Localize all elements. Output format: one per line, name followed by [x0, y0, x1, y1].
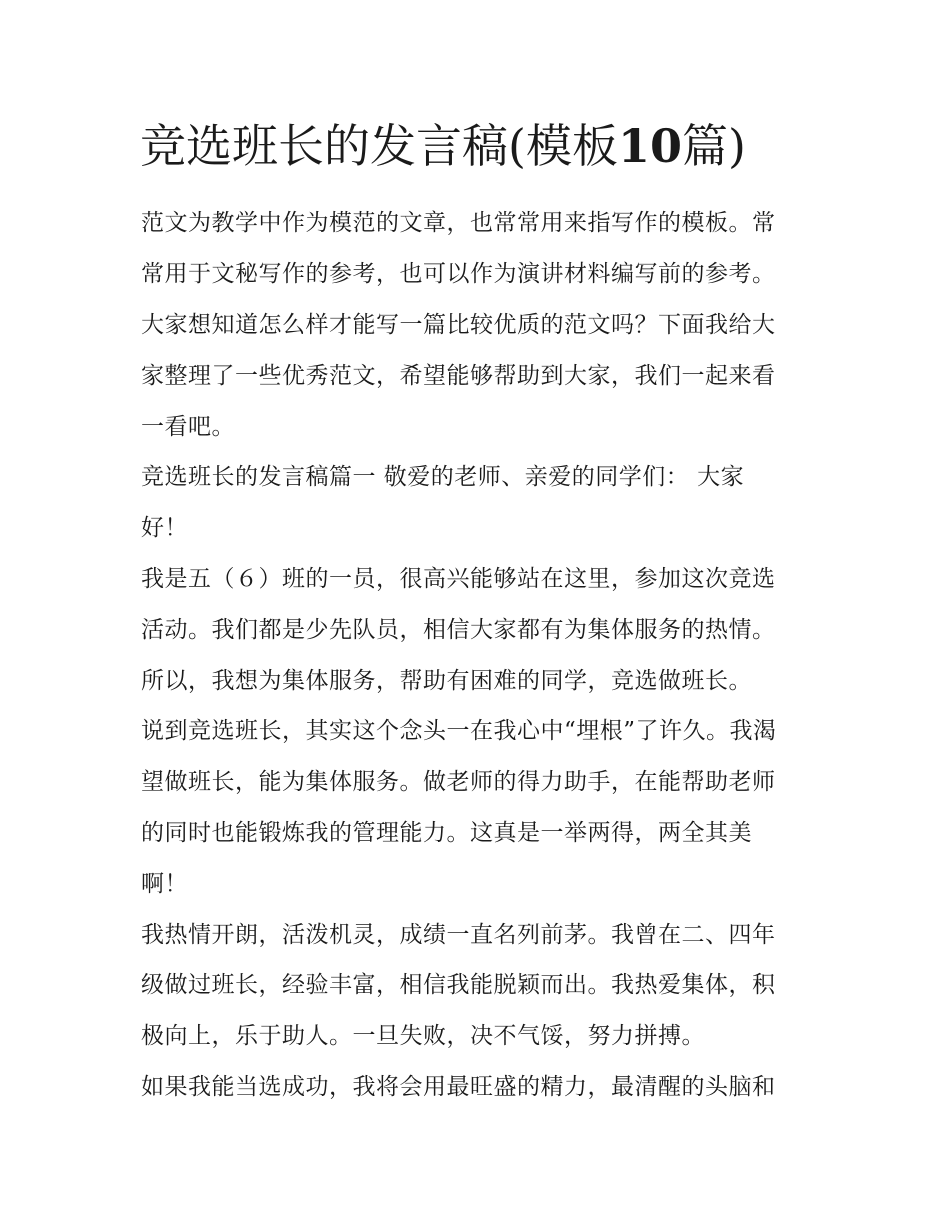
text-line-5: 一看吧。	[141, 414, 235, 440]
text-line-2: 常用于文秘写作的参考，也可以作为演讲材料编写前的参考。	[141, 261, 776, 287]
title-end: 篇)	[681, 119, 746, 173]
text-line-10: 所以，我想为集体服务，帮助有困难的同学，竞选做班长。	[141, 668, 752, 694]
title-main: 竞选班长的发言稿(模板	[140, 119, 618, 173]
text-line-6: 竞选班长的发言稿篇一 敬爱的老师、亲爱的同学们： 大家	[141, 464, 745, 490]
text-line-17: 极向上，乐于助人。一旦失败，决不气馁，努力拼搏。	[141, 1023, 705, 1049]
text-line-7: 好！	[141, 515, 188, 541]
text-line-1: 范文为教学中作为模范的文章，也常常用来指写作的模板。常	[141, 210, 776, 236]
title-number: 10	[617, 119, 682, 173]
text-line-14: 啊！	[141, 871, 188, 897]
text-line-8: 我是五（６）班的一员，很高兴能够站在这里，参加这次竞选	[141, 566, 776, 592]
text-line-18: 如果我能当选成功，我将会用最旺盛的精力，最清醒的头脑和	[141, 1074, 776, 1100]
text-line-13: 的同时也能锻炼我的管理能力。这真是一举两得，两全其美	[141, 820, 752, 846]
text-line-4: 家整理了一些优秀范文，希望能够帮助到大家，我们一起来看	[141, 363, 776, 389]
document-title	[140, 114, 746, 178]
text-line-9: 活动。我们都是少先队员，相信大家都有为集体服务的热情。	[141, 617, 776, 643]
text-line-11: 说到竞选班长，其实这个念头一在我心中“埋根”了许久。我渴	[141, 718, 777, 744]
text-line-15: 我热情开朗，活泼机灵，成绩一直名列前茅。我曾在二、四年	[141, 922, 776, 948]
text-line-16: 级做过班长，经验丰富，相信我能脱颖而出。我热爱集体，积	[141, 972, 776, 998]
text-line-12: 望做班长，能为集体服务。做老师的得力助手，在能帮助老师	[141, 769, 776, 795]
text-line-3: 大家想知道怎么样才能写一篇比较优质的范文吗？下面我给大	[141, 312, 776, 338]
